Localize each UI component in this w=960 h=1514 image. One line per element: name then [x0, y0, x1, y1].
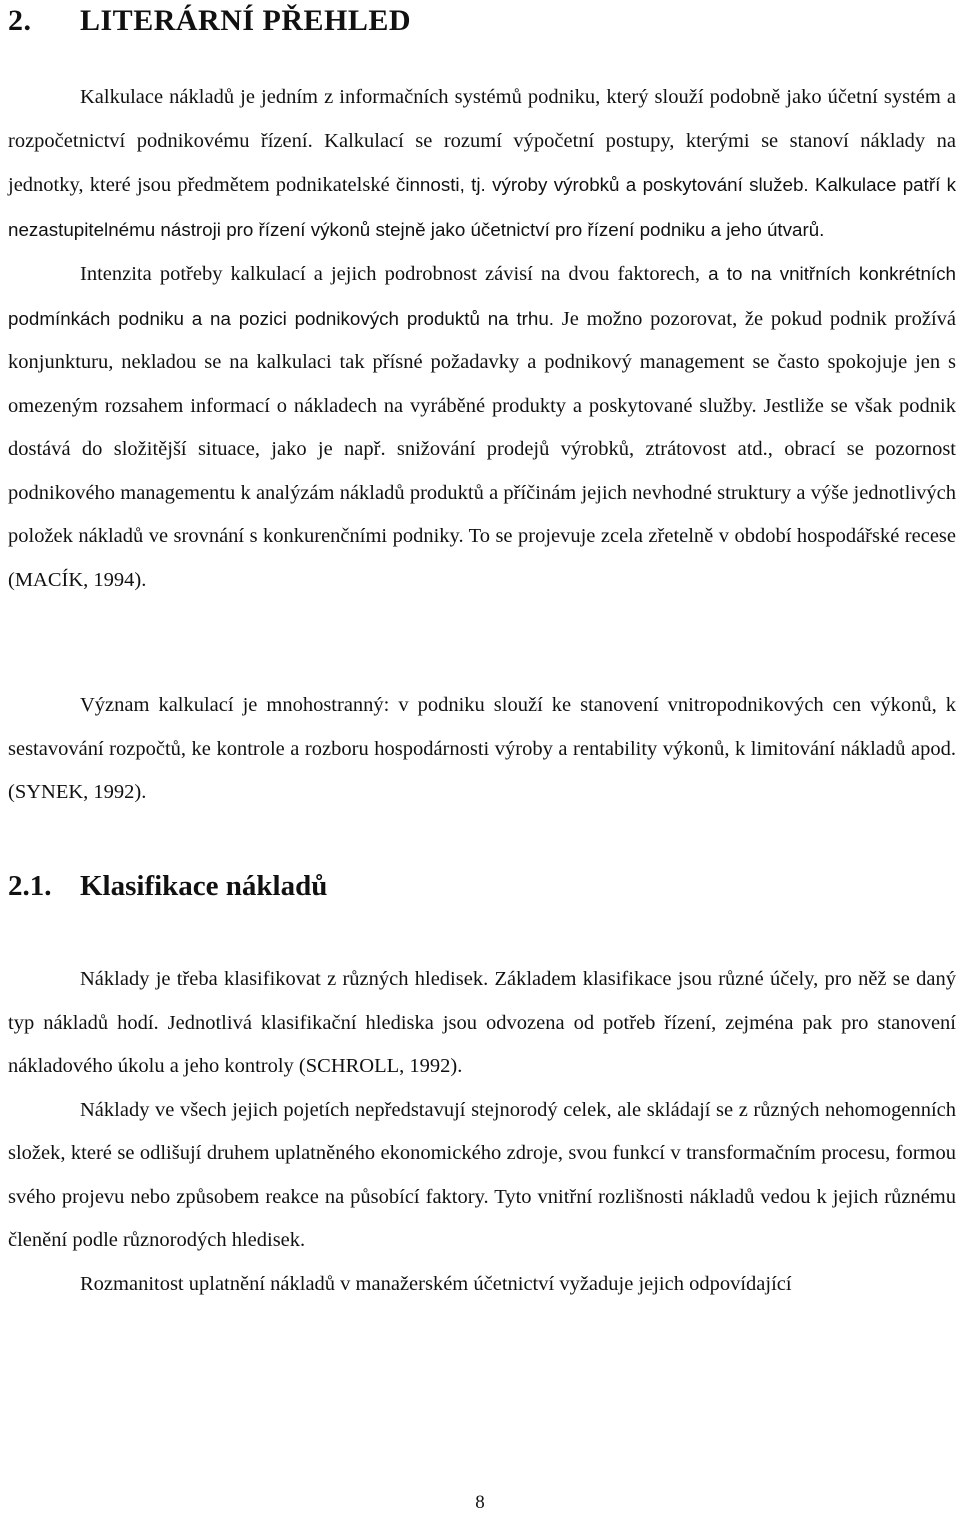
chapter-number: 2.	[8, 4, 32, 37]
intro-paragraph-2-serif: Intenzita potřeby kalkulací a jejich podrobnost závisí na dvou faktorech,	[80, 263, 700, 285]
intro-paragraph-2	[8, 252, 956, 602]
intro-paragraph-2-sans: a to na vnitřních konkrétních podmínkách podniku a na pozici podnikových produktů na trhu.	[8, 263, 956, 329]
section-paragraph-3: Rozmanitost uplatnění nákladů v manažerském účetnictví vyžaduje jejich odpovídající	[80, 1272, 792, 1295]
intro-paragraph-1	[8, 76, 956, 252]
intro-block-2	[8, 684, 956, 815]
intro-block	[8, 76, 956, 602]
section-paragraph-1: Náklady je třeba klasifikovat z různých hledisek. Základem klasifikace jsou různé účely, pro něž se daný typ nákladů hodí. Jednotlivá klasifikační hlediska jsou odvozena od potřeb řízení, zejména pak pro stanovení nákladového úkolu a jeho kontroly (SCHROLL, 1992).	[8, 968, 956, 1077]
section-title: Klasifikace nákladů	[80, 870, 328, 902]
section-block	[8, 958, 956, 1306]
section-paragraph-2: Náklady ve všech jejich pojetích nepředstavují stejnorodý celek, ale skládají se z různých nehomogenních složek, které se odlišují druhem uplatněného ekonomického zdroje, svou funkcí v transformačním procesu, formou svého projevu nebo způsobem reakce na působící faktory. Tyto vnitřní rozlišnosti nákladů vedou k jejich různému členění podle různorodých hledisek.	[8, 1098, 956, 1251]
page-number: 8	[475, 1492, 485, 1513]
intro-paragraph-3: Význam kalkulací je mnohostranný: v podniku slouží ke stanovení vnitropodnikových cen výkonů, k sestavování rozpočtů, ke kontrole a rozboru hospodárnosti výroby a rentability výkonů, k limitování nákladů apod. (SYNEK, 1992).	[8, 694, 956, 803]
chapter-title: LITERÁRNÍ PŘEHLED	[80, 4, 412, 37]
intro-paragraph-1-sans: činnosti, tj. výroby výrobků a poskytování služeb. Kalkulace patří k nezastupitelnému nástroji pro řízení výkonů stejně jako účetnictví pro řízení podniku a jeho útvarů.	[8, 174, 957, 240]
chapter-heading	[8, 2, 411, 40]
intro-paragraph-1-serif: Kalkulace nákladů je jedním z informačních systémů podniku, který slouží podobně jako účetní systém a rozpočetnictví podnikovému řízení. Kalkulací se rozumí výpočetní postupy, kterými se stanoví náklady na jednotky, které jsou předmětem podnikatelské	[8, 86, 956, 196]
section-number: 2.1.	[8, 870, 52, 902]
section-heading	[8, 866, 327, 906]
intro-paragraph-2-rest: Je možno pozorovat, že pokud podnik prožívá konjunkturu, nekladou se na kalkulaci tak přísné požadavky a podnikový management se často spokojuje jen s omezeným rozsahem informací o nákladech na vyráběné produkty a poskytované služby. Jestliže se však podnik dostává do složitější situace, jako je např. snižování prodejů výrobků, ztrátovost atd., obrací se pozornost podnikového managementu k analýzám nákladů produktů a příčinám jejich nevhodné struktury a výše jednotlivých položek nákladů ve srovnání s konkurenčními podniky. To se projevuje zcela zřetelně v období hospodářské recese (MACÍK, 1994).	[8, 307, 956, 591]
